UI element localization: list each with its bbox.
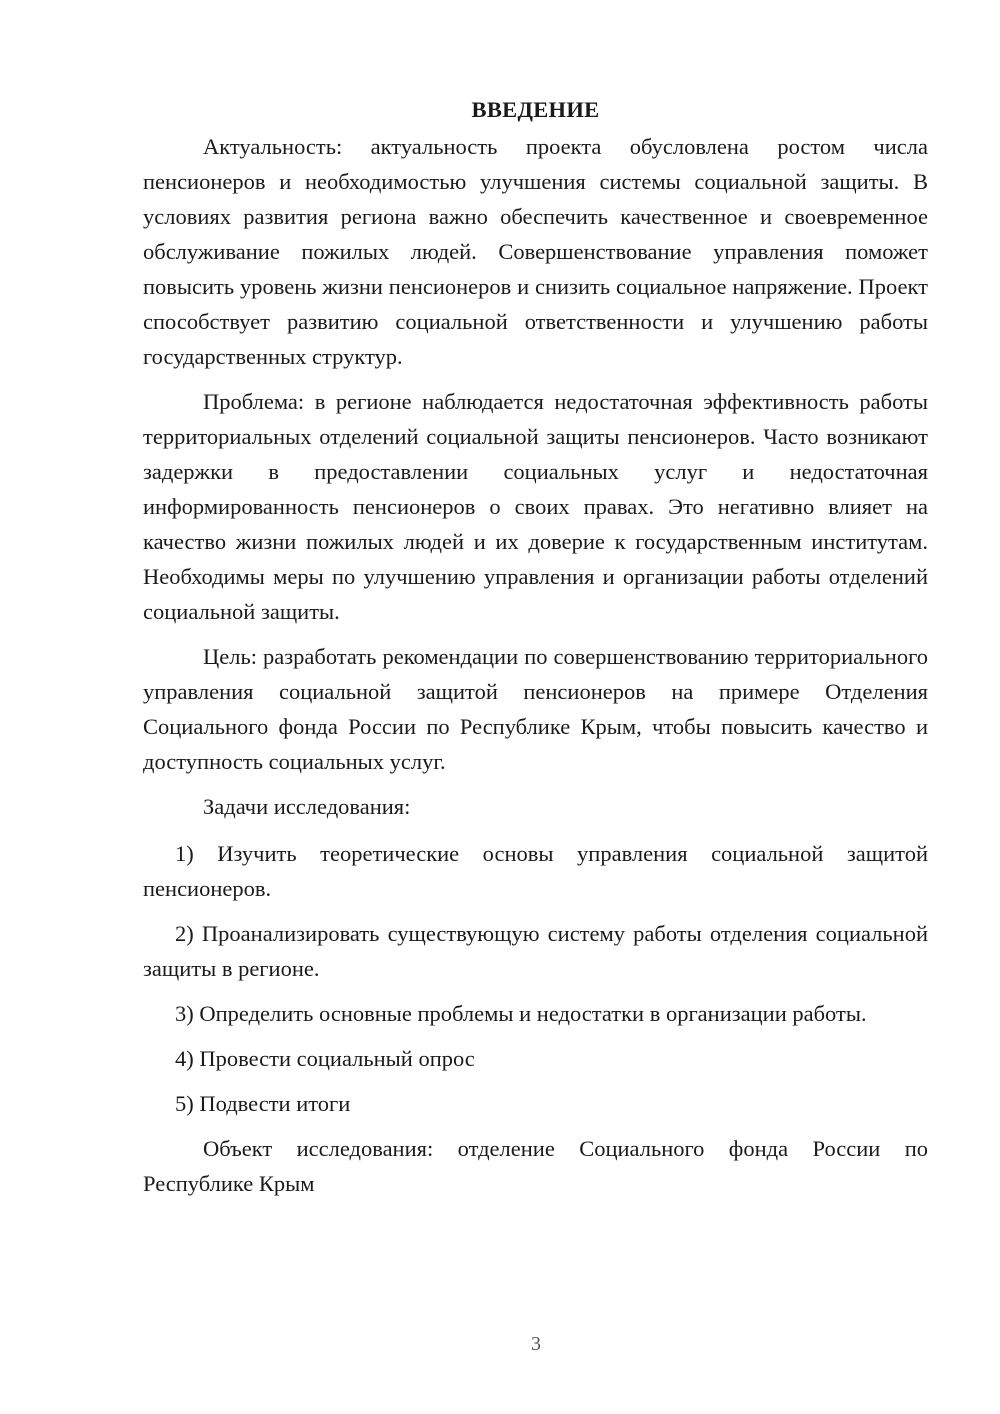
- tasks-heading: Задачи исследования:: [203, 794, 411, 819]
- task-item-4: 4) Провести социальный опрос: [175, 1046, 475, 1071]
- paragraph-problem: Проблема: в регионе наблюдается недостаточная эффективность работы территориальных отделений социальной защиты пенсионеров. Часто возникают задержки в предоставлении социальных услуг и недостаточная информированность пенсионеров о своих правах. Это негативно влияет на качество жизни пожилых людей и их доверие к государственным институтам. Необходимы меры по улучшению управления и организации работы отделений социальной защиты.: [143, 389, 928, 624]
- task-item-1: 1) Изучить теоретические основы управления социальной защитой пенсионеров.: [143, 841, 928, 901]
- task-item-5: 5) Подвести итоги: [175, 1091, 351, 1116]
- page-number: 3: [531, 1333, 541, 1355]
- document-page: [143, 92, 928, 1211]
- task-item-2: 2) Проанализировать существующую систему работы отделения социальной защиты в регионе.: [143, 921, 928, 981]
- paragraph-object: Объект исследования: отделение Социального фонда России по Республике Крым: [143, 1136, 928, 1196]
- section-title: ВВЕДЕНИЕ: [471, 97, 600, 122]
- paragraph-relevance: Актуальность: актуальность проекта обусловлена ростом числа пенсионеров и необходимостью улучшения системы социальной защиты. В условиях развития региона важно обеспечить качественное и своевременное обслуживание пожилых людей. Совершенствование управления поможет повысить уровень жизни пенсионеров и снизить социальное напряжение. Проект способствует развитию социальной ответственности и улучшению работы государственных структур.: [143, 134, 928, 369]
- paragraph-goal: Цель: разработать рекомендации по совершенствованию территориального управления социальной защитой пенсионеров на примере Отделения Социального фонда России по Республике Крым, чтобы повысить качество и доступность социальных услуг.: [143, 644, 928, 774]
- task-item-3: 3) Определить основные проблемы и недостатки в организации работы.: [175, 1001, 867, 1026]
